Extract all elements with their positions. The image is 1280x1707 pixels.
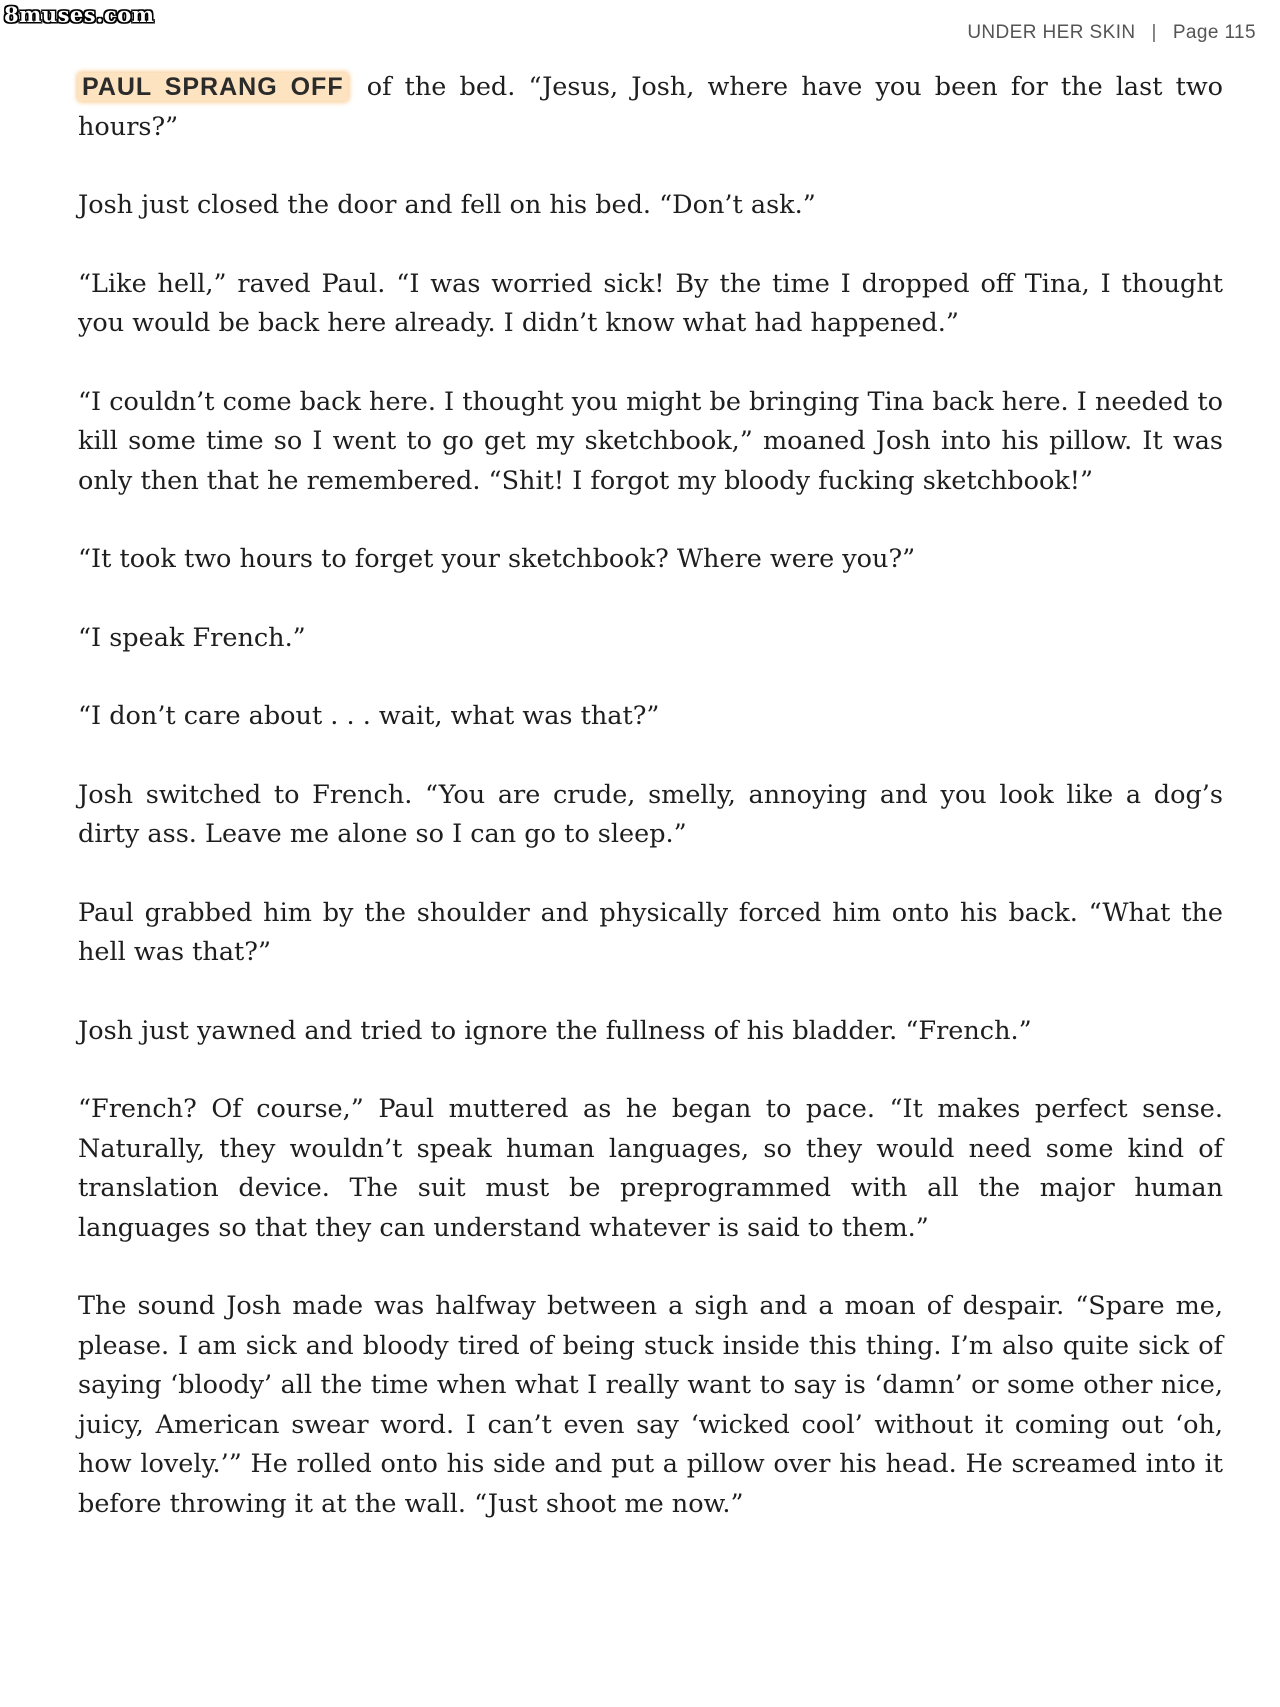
header-separator: |	[1151, 22, 1157, 43]
paragraph-10: Josh just yawned and tried to ignore the fullness of his bladder. “French.”	[78, 1015, 1032, 1046]
site-watermark: 8muses.com	[4, 2, 155, 27]
paragraph-2: Josh just closed the door and fell on his bed. “Don’t ask.”	[78, 190, 816, 220]
chapter-lead-in: PAUL SPRANG OFF	[78, 73, 348, 101]
paragraph-1-text: of the bed. “Jesus, Josh, where have you been for the last two hours?”	[78, 72, 1224, 142]
paragraph-9: Paul grabbed him by the shoulder and physically forced him onto his back. “What the hell was that?”	[78, 897, 1223, 967]
running-header	[967, 22, 1256, 44]
page-number: Page 115	[1172, 22, 1256, 43]
paragraph-3: “Like hell,” raved Paul. “I was worried sick! By the time I dropped off Tina, I thought you would be back here already. I didn’t know what had happened.”	[78, 268, 1223, 338]
page-body	[78, 68, 1223, 1563]
paragraph-11: “French? Of course,” Paul muttered as he began to pace. “It makes perfect sense. Naturally, they wouldn’t speak human languages, so they would need some kind of translation device. The suit must be preprogrammed with all the major human languages so that they can understand whatever is said to them.”	[78, 1094, 1223, 1243]
paragraph-8: Josh switched to French. “You are crude, smelly, annoying and you look like a dog’s dirty ass. Leave me alone so I can go to sleep.”	[78, 779, 1223, 849]
paragraph-4: “I couldn’t come back here. I thought you might be bringing Tina back here. I needed to kill some time so I went to go get my sketchbook,” moaned Josh into his pillow. It was only then that he remembered. “Shit! I forgot my bloody fucking sketchbook!”	[78, 386, 1223, 496]
paragraph-12: The sound Josh made was halfway between a sigh and a moan of despair. “Spare me, please. I am sick and bloody tired of being stuck inside this thing. I’m also quite sick of saying ‘bloody’ all the time when what I really want to say is ‘damn’ or some other nice, juicy, American swear word. I can’t even say ‘wicked cool’ without it coming out ‘oh, how lovely.’” He rolled onto his side and put a pillow over his head. He screamed into it before throwing it at the wall. “Just shoot me now.”	[78, 1291, 1223, 1519]
book-title: UNDER HER SKIN	[967, 22, 1136, 43]
paragraph-7: “I don’t care about . . . wait, what was that?”	[78, 701, 660, 731]
paragraph-1	[78, 68, 1223, 147]
paragraph-5: “It took two hours to forget your sketchbook? Where were you?”	[78, 544, 916, 574]
paragraph-6: “I speak French.”	[78, 622, 306, 653]
